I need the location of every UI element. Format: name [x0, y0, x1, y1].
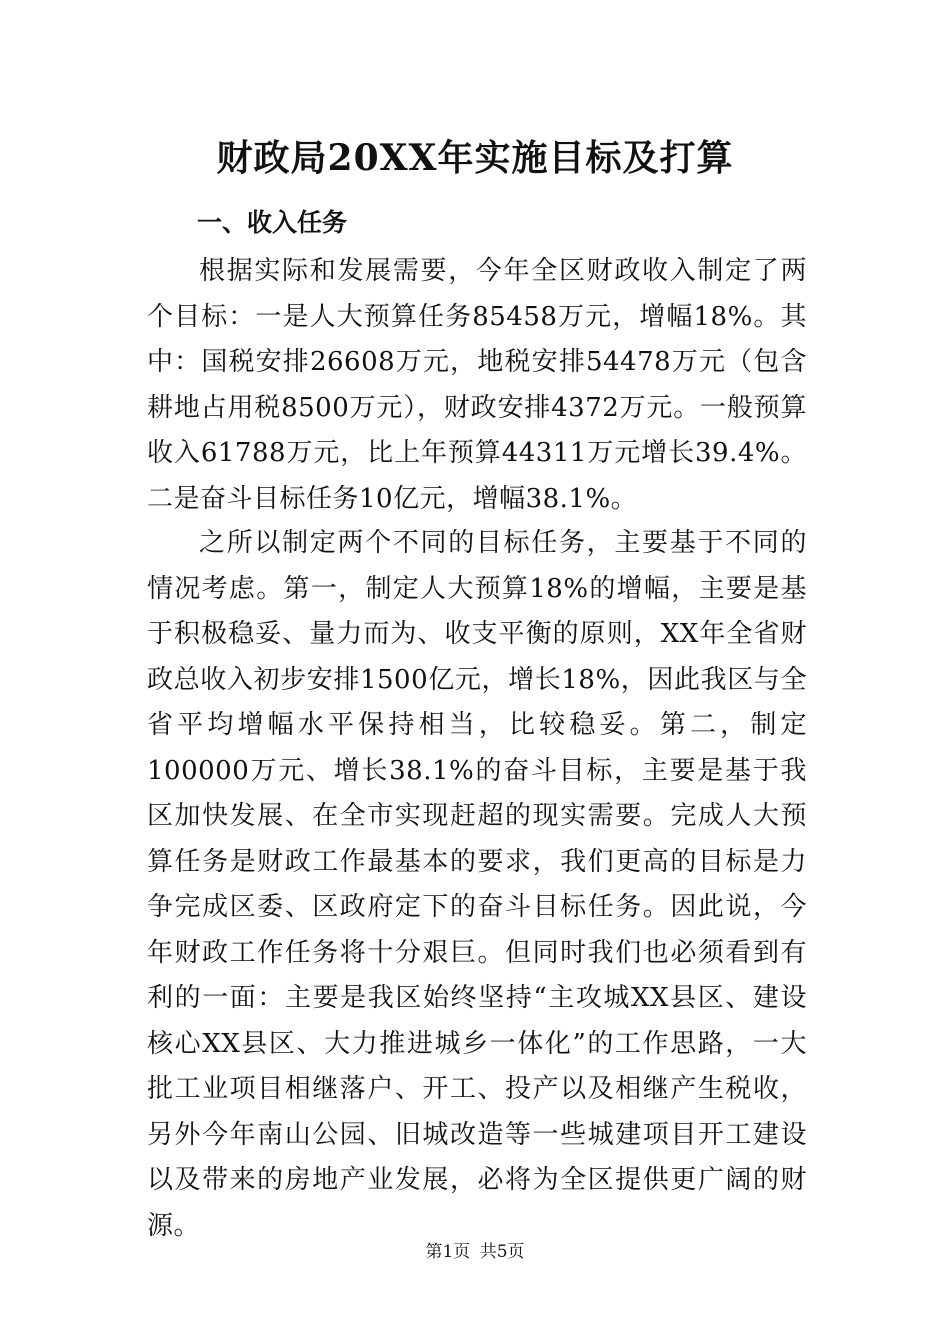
page-number: 第1页 — [425, 1242, 471, 1262]
paragraph-target-rationale: 之所以制定两个不同的目标任务，主要基于不同的情况考虑。第一，制定人大预算18%的增幅，主要是基于积极稳妥、量力而为、收支平衡的原则，XX年全省财政总收入初步安排1500亿元，增长18%，因此我区与全省平均增幅水平保持相当，比较稳妥。第二，制定100000万元、增长38.1%的奋斗目标，主要是基于我区加快发展、在全市实现赶超的现实需要。完成人大预算任务是财政工作最基本的要求，我们更高的目标是力争完成区委、区政府定下的奋斗目标任务。因此说，今年财政工作任务将十分艰巨。但同时我们也必须看到有利的一面：主要是我区始终坚持“主攻城XX县区、建设核心XX县区、大力推进城乡一体化”的工作思路，一大批工业项目相继落户、开工、投产以及相继产生税收，另外今年南山公园、旧城改造等一些城建项目开工建设以及带来的房地产业发展，必将为全区提供更广阔的财源。 — [147, 528, 807, 1241]
paragraph-revenue-targets: 根据实际和发展需要，今年全区财政收入制定了两个目标：一是人大预算任务85458万元，增幅18%。其中：国税安排26608万元，地税安排54478万元（包含耕地占用税8500万元），财政安排4372万元。一般预算收入61788万元，比上年预算44311万元增长39.4%。二是奋斗目标任务10亿元，增幅38.1%。 — [147, 256, 807, 514]
section-heading: 一、收入任务 — [197, 208, 348, 237]
page-total: 共5页 — [479, 1242, 525, 1262]
document-title: 财政局20XX年实施目标及打算 — [216, 137, 734, 179]
page-footer — [0, 1238, 950, 1266]
